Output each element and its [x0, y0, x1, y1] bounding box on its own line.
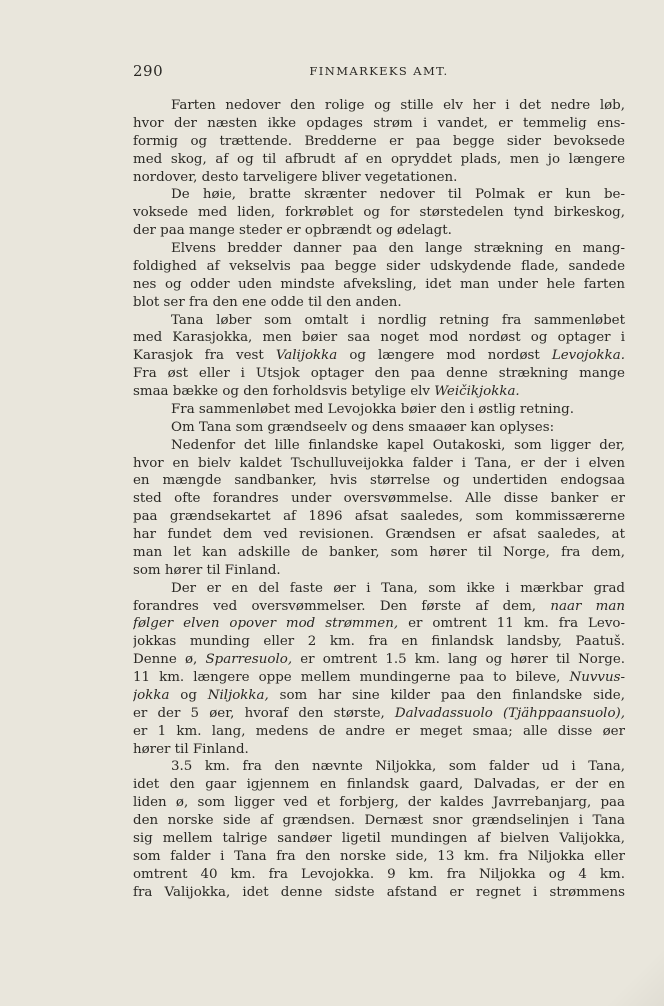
text-line	[133, 401, 625, 419]
text-line	[133, 151, 625, 169]
text-line	[133, 133, 625, 151]
text-segment: Karasjok fra vest	[133, 348, 276, 364]
text-line	[133, 580, 625, 598]
text-segment: nordover, desto tarveligere bliver vegetationen.	[133, 169, 458, 185]
text-line	[133, 472, 625, 490]
text-line	[133, 437, 625, 455]
text-line	[133, 419, 625, 437]
text-line	[133, 490, 625, 508]
page-header	[133, 62, 625, 82]
text-line	[133, 329, 625, 347]
text-segment: man let kan adskille de banker, som hører til Norge, fra dem,	[133, 544, 625, 560]
text-line	[133, 365, 625, 383]
running-title: FINMARKEKS AMT.	[309, 64, 449, 78]
text-line	[133, 276, 625, 294]
text-segment: De høie, bratte skrænter nedover til Polmak er kun be-	[171, 187, 625, 203]
text-segment: foldighed af vekselvis paa begge sider udskydende flade, sandede	[133, 258, 625, 274]
text-line	[133, 812, 625, 830]
text-line	[133, 848, 625, 866]
text-line	[133, 115, 625, 133]
text-line	[133, 97, 625, 115]
text-segment: Farten nedover den rolige og stille elv her i det nedre løb,	[171, 98, 625, 113]
text-segment: med Karasjokka, men bøier saa noget mod nordøst og optager i	[133, 330, 625, 346]
text-segment: og længere mod nordøst	[337, 348, 552, 364]
text-line	[133, 669, 625, 687]
italic-text: Weičikjokka.	[434, 384, 520, 399]
text-line	[133, 633, 625, 651]
text-line	[133, 615, 625, 633]
text-segment: og	[169, 687, 208, 703]
text-segment: omtrent 40 km. fra Levojokka. 9 km. fra Niljokka og 4 km.	[133, 866, 625, 882]
text-segment: Nedenfor det lille finlandske kapel Outakoski, som ligger der,	[171, 437, 625, 453]
text-segment: en mængde sandbanker, hvis størrelse og undertiden endogsaa	[133, 473, 625, 489]
text-segment: formig og trættende. Bredderne er paa begge sider bevoksede	[133, 133, 625, 149]
text-segment: er der 5 øer, hvoraf den største,	[133, 705, 395, 721]
text-line	[133, 508, 625, 526]
text-line	[133, 776, 625, 794]
text-segment: nes og odder uden mindste afveksling, idet man under hele farten	[133, 276, 625, 292]
text-line	[133, 651, 625, 669]
text-segment: blot ser fra den ene odde til den anden.	[133, 294, 402, 310]
italic-text: Dalvadassuolo (Tjähppaansuolo),	[394, 705, 625, 721]
text-line	[133, 240, 625, 258]
text-segment: som falder i Tana fra den norske side, 13 km. fra Niljokka eller	[133, 848, 625, 864]
text-line	[133, 222, 625, 240]
italic-text: Nuvvus-	[569, 670, 625, 685]
text-segment: Om Tana som grændseelv og dens smaaøer kan oplyses:	[171, 419, 555, 435]
text-segment: der paa mange steder er opbrændt og ødelagt.	[133, 223, 452, 239]
text-line	[133, 455, 625, 473]
text-segment: smaa bække og den forholdsvis betylige elv	[133, 384, 435, 399]
text-segment: hvor en bielv kaldet Tschulluveijokka falder i Tana, er der i elven	[133, 455, 625, 471]
text-line	[133, 169, 625, 187]
text-segment: Tana løber som omtalt i nordlig retning fra sammenløbet	[171, 312, 625, 328]
text-line	[133, 687, 625, 705]
text-segment: liden ø, som ligger ved et forbjerg, der kaldes Javrrebanjarg, paa	[133, 795, 625, 811]
text-line	[133, 830, 625, 848]
text-line	[133, 347, 625, 365]
text-segment: forandres ved oversvømmelser. Den første af dem,	[133, 598, 551, 614]
text-segment: er omtrent 11 km. fra Levo-	[398, 616, 625, 632]
body-text	[133, 97, 625, 901]
text-segment: idet den gaar igjennem en finlandsk gaard, Dalvadas, er der en	[133, 777, 625, 793]
text-segment: har fundet dem ved revisionen. Grændsen er afsat saaledes, at	[133, 527, 625, 542]
page-number: 290	[133, 62, 164, 80]
italic-text: Levojokka.	[551, 348, 625, 364]
text-line	[133, 526, 625, 544]
text-segment: den norske side af grændsen. Dernæst snor grændselinjen i Tana	[133, 813, 625, 828]
text-segment: sig mellem talrige sandøer ligetil mundingen af bielven Valijokka,	[133, 830, 625, 846]
text-line	[133, 562, 625, 580]
text-segment: Elvens bredder danner paa den lange strækning en mang-	[171, 241, 625, 256]
text-segment: er omtrent 1.5 km. lang og hører til Norge.	[292, 652, 625, 668]
italic-text: følger elven opover mod strømmen,	[133, 616, 399, 632]
text-line	[133, 294, 625, 312]
italic-text: naar man	[550, 598, 625, 614]
text-segment: med skog, af og til afbrudt af en opryddet plads, men jo længere	[133, 151, 625, 167]
text-line	[133, 204, 625, 222]
text-line	[133, 705, 625, 723]
text-segment: Fra sammenløbet med Levojokka bøier den i østlig retning.	[171, 401, 574, 417]
text-line	[133, 884, 625, 902]
text-segment: som har sine kilder paa den finlandske side,	[268, 687, 625, 703]
italic-text: Sparresuolo,	[205, 652, 293, 668]
text-line	[133, 741, 625, 759]
italic-text: jokka	[133, 687, 170, 703]
text-line	[133, 758, 625, 776]
text-line	[133, 794, 625, 812]
text-segment: Fra øst eller i Utsjok optager den paa denne strækning mange	[133, 366, 625, 382]
text-segment: Der er en del faste øer i Tana, som ikke i mærkbar grad	[171, 580, 625, 596]
page-edge-shadow	[604, 946, 664, 1006]
text-segment: sted ofte forandres under oversvømmelse. Alle disse banker er	[133, 491, 625, 507]
text-segment: fra Valijokka, idet denne sidste afstand er regnet i strømmens	[133, 884, 625, 900]
text-segment: voksede med liden, forkrøblet og for størstedelen tynd birkeskog,	[133, 205, 625, 221]
text-segment: 11 km. længere oppe mellem mundingerne paa to bilevе,	[133, 670, 570, 685]
text-segment: hører til Finland.	[133, 741, 249, 757]
text-line	[133, 598, 625, 616]
italic-text: Valijokka	[275, 348, 338, 364]
text-segment: som hører til Finland.	[133, 562, 281, 578]
text-line	[133, 312, 625, 330]
text-segment: 3.5 km. fra den nævnte Niljokka, som falder ud i Tana,	[171, 759, 625, 775]
text-segment: Denne ø,	[133, 652, 206, 668]
text-line	[133, 866, 625, 884]
text-segment: hvor der næsten ikke opdages strøm i vandet, er temmelig ens-	[133, 115, 625, 131]
text-line	[133, 383, 625, 401]
text-line	[133, 258, 625, 276]
text-line	[133, 723, 625, 741]
text-line	[133, 544, 625, 562]
text-line	[133, 186, 625, 204]
text-segment: er 1 km. lang, medens de andre er meget smaa; alle disse øer	[133, 723, 625, 739]
text-segment: jokkas munding eller 2 km. fra en finlandsk landsby, Paatuš.	[133, 634, 625, 650]
italic-text: Niljokka,	[207, 687, 269, 703]
text-segment: paa grændsekartet af 1896 afsat saaledes, som kommissærerne	[133, 509, 625, 525]
